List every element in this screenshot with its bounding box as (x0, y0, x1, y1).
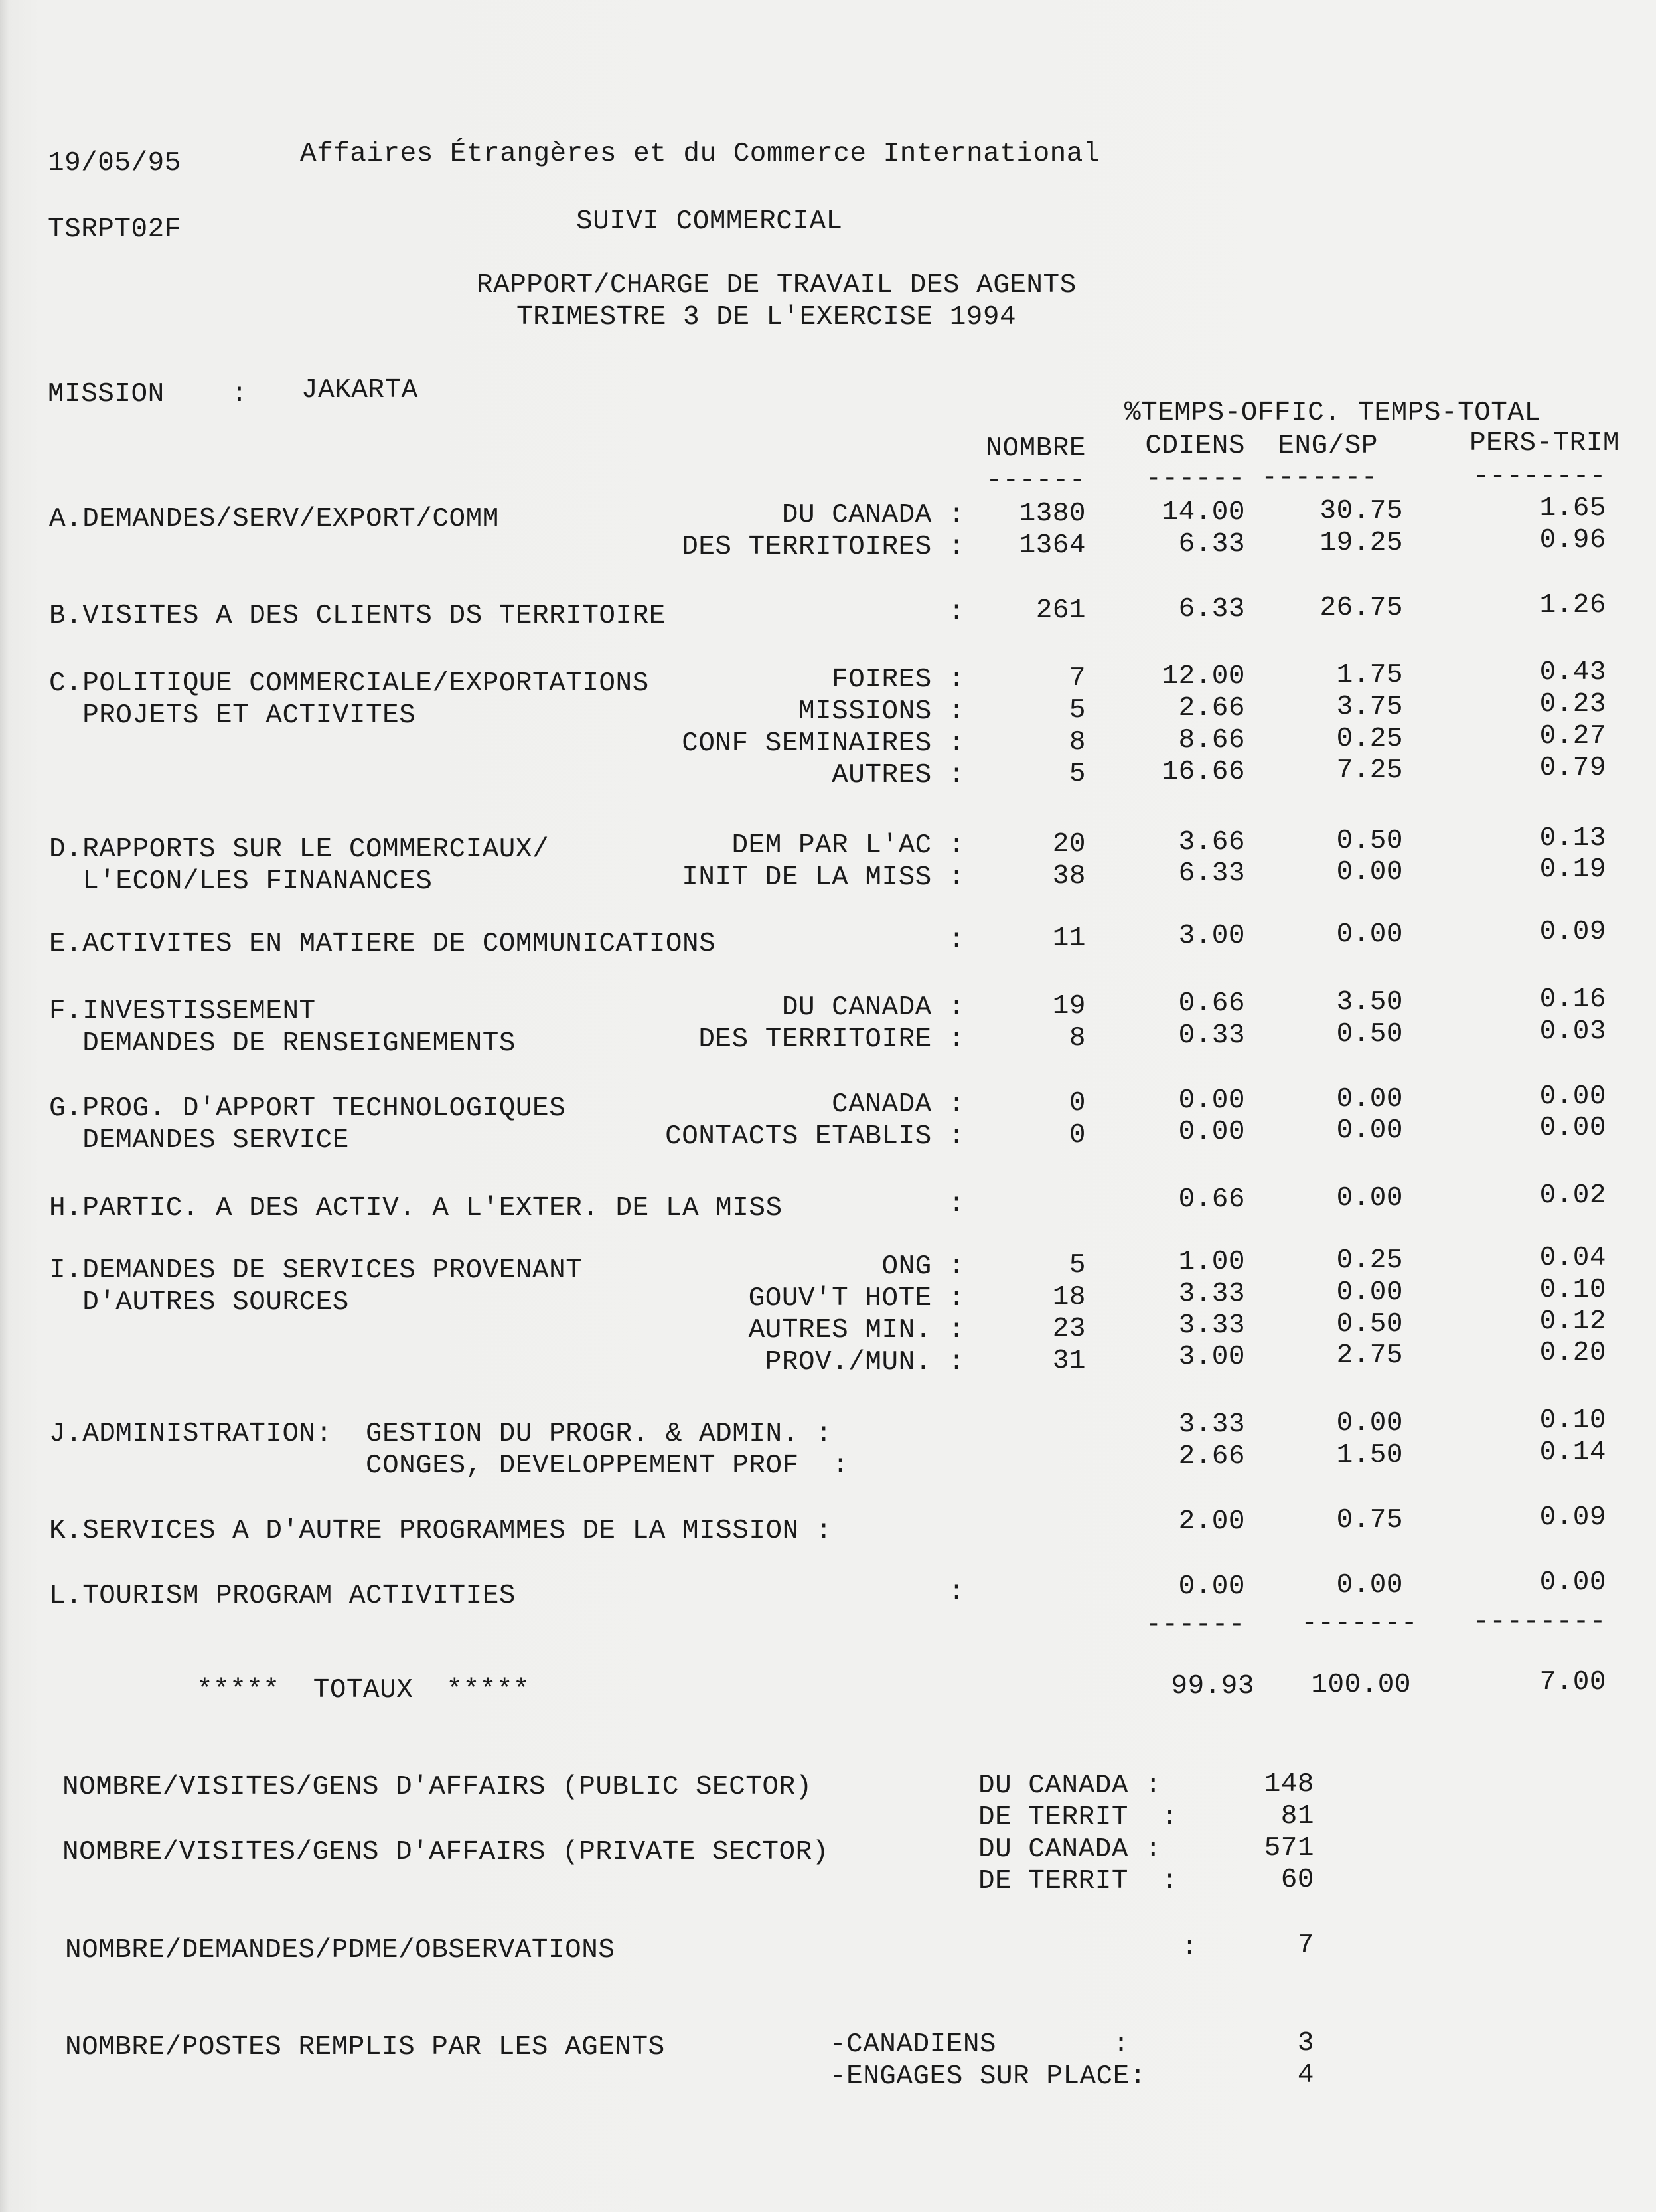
column-rule: ------ (986, 465, 1086, 496)
row-engsp: 0.50 (1336, 1309, 1403, 1340)
row-nombre: 18 (1052, 1282, 1086, 1312)
row-nombre: 0 (1069, 1088, 1086, 1119)
row-cdiens: 6.33 (1178, 858, 1245, 889)
row-cdiens: 3.33 (1178, 1310, 1245, 1341)
row-sublabel: FOIRES : (832, 665, 965, 695)
report-subtitle: TRIMESTRE 3 DE L'EXERCISE 1994 (516, 302, 1017, 333)
private-du-canada-label: DU CANADA : (978, 1834, 1162, 1865)
row-sublabel: MISSIONS : (798, 696, 965, 727)
row-label: D'AUTRES SOURCES (49, 1287, 349, 1318)
row-nombre: 5 (1069, 695, 1086, 726)
row-sublabel: DU CANADA : (781, 992, 965, 1023)
postes-label: NOMBRE/POSTES REMPLIS PAR LES AGENTS (65, 2032, 665, 2063)
row-pers-trim: 0.43 (1539, 657, 1606, 688)
row-cdiens: 1.00 (1178, 1247, 1245, 1277)
report-title: RAPPORT/CHARGE DE TRAVAIL DES AGENTS (477, 270, 1077, 301)
row-nombre: 8 (1069, 727, 1086, 757)
pdme-label: NOMBRE/DEMANDES/PDME/OBSERVATIONS (65, 1935, 615, 1966)
totals-rule: -------- (1473, 1607, 1606, 1638)
row-engsp: 0.00 (1336, 1183, 1403, 1214)
row-sublabel: : (948, 1577, 965, 1607)
report-code: TSRPT02F (48, 214, 181, 245)
column-header-nombre: NOMBRE (986, 434, 1086, 464)
totals-cdiens: 99.93 (1171, 1671, 1254, 1701)
row-label: DEMANDES SERVICE (49, 1125, 349, 1156)
row-nombre: 20 (1052, 829, 1086, 860)
row-sublabel: : (948, 925, 965, 955)
row-pers-trim: 0.00 (1539, 1113, 1606, 1143)
row-label: J.ADMINISTRATION: GESTION DU PROGR. & ADMIN. : (49, 1419, 832, 1449)
row-nombre: 11 (1052, 923, 1086, 954)
row-pers-trim: 0.20 (1539, 1338, 1606, 1368)
row-pers-trim: 0.14 (1539, 1437, 1606, 1468)
pdme-colon: : (1181, 1933, 1199, 1963)
row-pers-trim: 0.02 (1539, 1180, 1606, 1211)
row-label: PROJETS ET ACTIVITES (49, 700, 416, 731)
column-group-header: %TEMPS-OFFIC. TEMPS-TOTAL (1124, 398, 1541, 428)
row-label: L'ECON/LES FINANANCES (49, 866, 433, 897)
totals-engsp: 100.00 (1311, 1670, 1411, 1700)
row-sublabel: DEM PAR L'AC : (731, 830, 965, 861)
row-nombre: 23 (1052, 1314, 1086, 1344)
row-nombre: 8 (1069, 1023, 1086, 1054)
row-nombre: 19 (1052, 991, 1086, 1022)
row-sublabel: : (948, 1189, 965, 1220)
row-pers-trim: 0.09 (1539, 1502, 1606, 1533)
mission-value: JAKARTA (301, 375, 418, 406)
row-cdiens: 16.66 (1162, 757, 1245, 787)
row-label: E.ACTIVITES EN MATIERE DE COMMUNICATIONS (49, 929, 716, 959)
row-cdiens: 3.00 (1178, 1342, 1245, 1372)
row-pers-trim: 0.03 (1539, 1016, 1606, 1047)
column-header-pers-trim: PERS-TRIM (1469, 428, 1619, 459)
row-nombre: 261 (1035, 595, 1086, 626)
row-sublabel: AUTRES MIN. : (748, 1315, 965, 1346)
row-pers-trim: 0.04 (1539, 1243, 1606, 1273)
totals-rule: ------ (1145, 1610, 1245, 1640)
row-pers-trim: 0.23 (1539, 689, 1606, 720)
canadiens-value: 3 (1297, 2028, 1314, 2059)
row-sublabel: PROV./MUN. : (765, 1347, 965, 1378)
row-cdiens: 12.00 (1162, 661, 1245, 692)
row-engsp: 2.75 (1336, 1340, 1403, 1371)
row-pers-trim: 0.10 (1539, 1275, 1606, 1305)
row-engsp: 3.75 (1336, 692, 1403, 722)
row-pers-trim: 0.96 (1539, 525, 1606, 556)
row-label: CONGES, DEVELOPPEMENT PROF : (49, 1451, 849, 1481)
totals-pers-trim: 7.00 (1539, 1667, 1606, 1698)
row-pers-trim: 0.00 (1539, 1567, 1606, 1598)
row-sublabel: CONF SEMINAIRES : (682, 728, 965, 759)
row-cdiens: 0.00 (1178, 1085, 1245, 1116)
row-engsp: 0.00 (1336, 1115, 1403, 1146)
row-nombre: 1364 (1019, 530, 1086, 561)
row-nombre: 1380 (1019, 499, 1086, 529)
column-header-engsp: ENG/SP (1278, 431, 1378, 461)
row-cdiens: 8.66 (1178, 725, 1245, 755)
row-engsp: 0.00 (1336, 857, 1403, 888)
row-pers-trim: 0.12 (1539, 1306, 1606, 1337)
row-nombre: 7 (1069, 663, 1086, 694)
private-du-canada-value: 571 (1264, 1833, 1314, 1863)
column-rule: ------ (1145, 464, 1245, 495)
row-label: A.DEMANDES/SERV/EXPORT/COMM (49, 504, 499, 534)
row-nombre: 0 (1069, 1120, 1086, 1150)
column-rule: ------- (1261, 463, 1378, 493)
row-pers-trim: 1.65 (1539, 493, 1606, 524)
row-label: B.VISITES A DES CLIENTS DS TERRITOIRE (49, 601, 666, 631)
pdme-value: 7 (1297, 1930, 1314, 1960)
row-cdiens: 0.00 (1178, 1571, 1245, 1602)
row-pers-trim: 0.16 (1539, 985, 1606, 1015)
row-sublabel: CANADA : (832, 1089, 965, 1120)
totals-label: ***** TOTAUX ***** (196, 1675, 530, 1705)
row-label: D.RAPPORTS SUR LE COMMERCIAUX/ (49, 834, 550, 865)
row-sublabel: INIT DE LA MISS : (682, 862, 965, 893)
row-pers-trim: 1.26 (1539, 590, 1606, 621)
row-label: DEMANDES DE RENSEIGNEMENTS (49, 1028, 516, 1059)
report-date: 19/05/95 (48, 148, 181, 179)
row-pers-trim: 0.10 (1539, 1405, 1606, 1436)
row-engsp: 0.50 (1336, 826, 1403, 856)
row-cdiens: 0.66 (1178, 988, 1245, 1019)
totals-rule: ------- (1301, 1609, 1418, 1639)
row-cdiens: 0.66 (1178, 1184, 1245, 1215)
engages-label: -ENGAGES SUR PLACE: (830, 2061, 1146, 2092)
row-sublabel: DES TERRITOIRE : (698, 1024, 965, 1055)
public-sector-label: NOMBRE/VISITES/GENS D'AFFAIRS (PUBLIC SECTOR) (62, 1772, 812, 1802)
public-du-canada-value: 148 (1264, 1769, 1314, 1800)
row-engsp: 0.25 (1336, 1245, 1403, 1276)
row-cdiens: 6.33 (1178, 594, 1245, 625)
row-engsp: 0.25 (1336, 724, 1403, 754)
row-sublabel: CONTACTS ETABLIS : (665, 1121, 965, 1152)
row-nombre: 5 (1069, 1250, 1086, 1281)
row-engsp: 0.75 (1336, 1505, 1403, 1536)
canadiens-label: -CANADIENS : (830, 2029, 1130, 2060)
row-label: L.TOURISM PROGRAM ACTIVITIES (49, 1581, 516, 1611)
row-label: I.DEMANDES DE SERVICES PROVENANT (49, 1255, 583, 1286)
row-nombre: 31 (1052, 1346, 1086, 1376)
row-cdiens: 3.00 (1178, 921, 1245, 951)
row-label: F.INVESTISSEMENT (49, 996, 316, 1027)
row-cdiens: 6.33 (1178, 529, 1245, 560)
public-de-territ-label: DE TERRIT : (978, 1802, 1179, 1833)
row-cdiens: 0.33 (1178, 1020, 1245, 1051)
row-engsp: 7.25 (1336, 755, 1403, 786)
row-engsp: 1.75 (1336, 660, 1403, 690)
row-cdiens: 0.00 (1178, 1117, 1245, 1147)
row-cdiens: 2.66 (1178, 1441, 1245, 1472)
row-sublabel: GOUV'T HOTE : (748, 1283, 965, 1314)
row-cdiens: 2.00 (1178, 1506, 1245, 1537)
row-pers-trim: 0.19 (1539, 854, 1606, 885)
private-de-territ-label: DE TERRIT : (978, 1866, 1179, 1897)
row-pers-trim: 0.79 (1539, 753, 1606, 783)
row-pers-trim: 0.00 (1539, 1081, 1606, 1112)
row-sublabel: ONG : (881, 1251, 965, 1282)
private-sector-label: NOMBRE/VISITES/GENS D'AFFAIRS (PRIVATE SECTOR) (62, 1837, 829, 1867)
row-label: K.SERVICES A D'AUTRE PROGRAMMES DE LA MISSION : (49, 1516, 832, 1546)
row-cdiens: 3.66 (1178, 827, 1245, 858)
row-engsp: 0.00 (1336, 1408, 1403, 1439)
mission-label: MISSION : (48, 379, 248, 410)
row-sublabel: : (948, 597, 965, 627)
row-cdiens: 3.33 (1178, 1279, 1245, 1309)
row-engsp: 0.50 (1336, 1019, 1403, 1050)
column-header-cdiens: CDIENS (1145, 431, 1245, 461)
row-pers-trim: 0.09 (1539, 917, 1606, 947)
row-engsp: 30.75 (1319, 496, 1403, 526)
engages-value: 4 (1297, 2060, 1314, 2091)
row-label: C.POLITIQUE COMMERCIALE/EXPORTATIONS (49, 669, 649, 699)
row-pers-trim: 0.27 (1539, 721, 1606, 751)
row-engsp: 0.00 (1336, 1570, 1403, 1601)
department-name: Affaires Étrangères et du Commerce International (300, 139, 1100, 169)
row-engsp: 0.00 (1336, 919, 1403, 950)
row-engsp: 3.50 (1336, 987, 1403, 1018)
row-nombre: 5 (1069, 759, 1086, 789)
row-label: H.PARTIC. A DES ACTIV. A L'EXTER. DE LA MISS (49, 1193, 783, 1224)
row-cdiens: 14.00 (1162, 497, 1245, 528)
public-du-canada-label: DU CANADA : (978, 1771, 1162, 1801)
row-label: G.PROG. D'APPORT TECHNOLOGIQUES (49, 1093, 566, 1124)
row-sublabel: DES TERRITOIRES : (682, 532, 965, 562)
row-pers-trim: 0.13 (1539, 823, 1606, 854)
row-sublabel: DU CANADA : (781, 500, 965, 530)
row-cdiens: 2.66 (1178, 693, 1245, 724)
row-cdiens: 3.33 (1178, 1409, 1245, 1440)
row-nombre: 38 (1052, 861, 1086, 892)
row-engsp: 0.00 (1336, 1277, 1403, 1308)
row-engsp: 1.50 (1336, 1440, 1403, 1470)
public-de-territ-value: 81 (1280, 1801, 1314, 1832)
system-name: SUIVI COMMERCIAL (576, 206, 843, 237)
row-engsp: 19.25 (1319, 528, 1403, 558)
row-engsp: 26.75 (1319, 593, 1403, 623)
row-engsp: 0.00 (1336, 1084, 1403, 1115)
row-sublabel: AUTRES : (832, 760, 965, 791)
private-de-territ-value: 60 (1280, 1865, 1314, 1895)
column-rule: -------- (1473, 461, 1606, 492)
